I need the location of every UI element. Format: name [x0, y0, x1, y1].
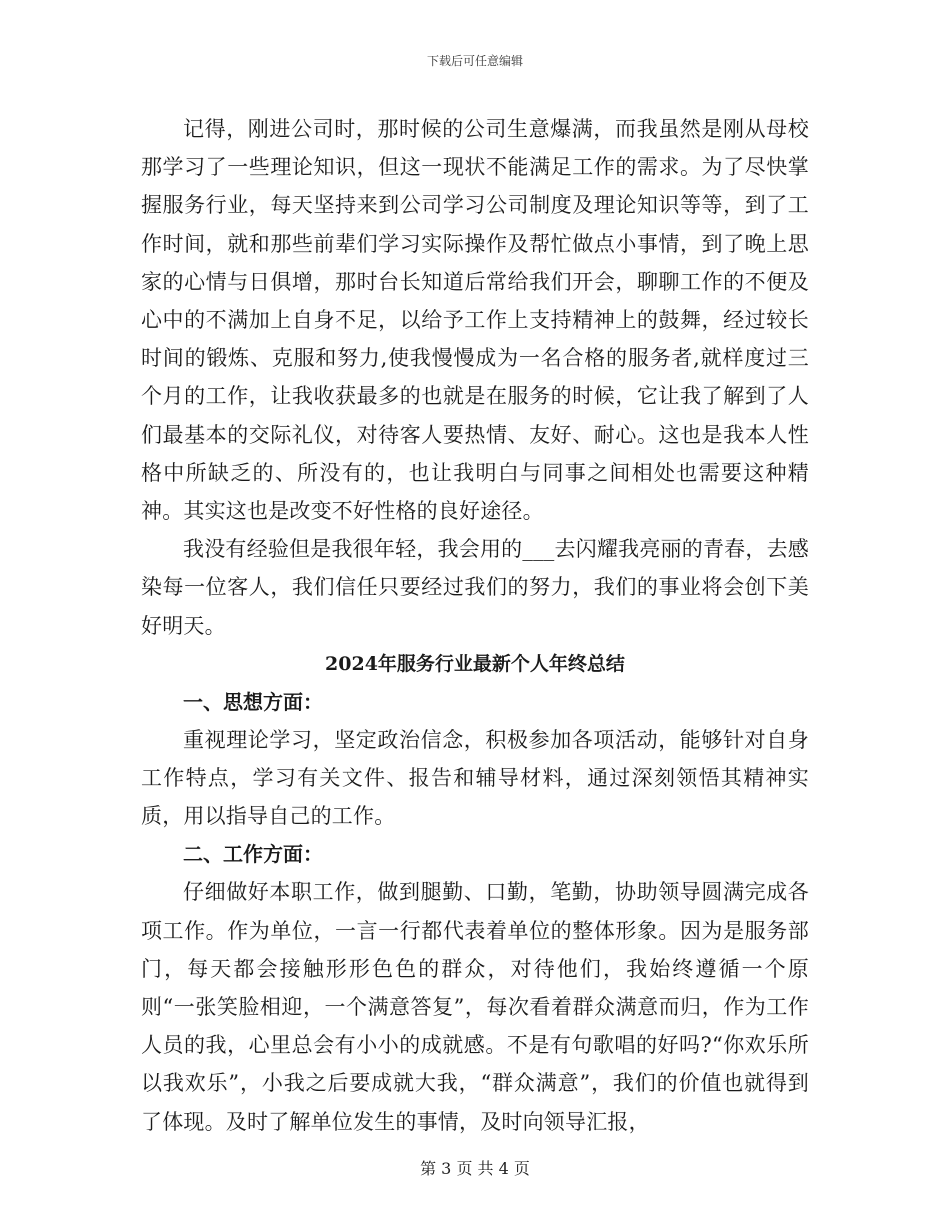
document-body: [141, 110, 809, 1141]
body-paragraph: 记得，刚进公司时，那时候的公司生意爆满，而我虽然是刚从母校那学习了一些理论知识，但这一现状不能满足工作的需求。为了尽快掌握服务行业，每天坚持来到公司学习公司制度及理论知识等等，到了工作时间，就和那些前辈们学习实际操作及帮忙做点小事情，到了晚上思家的心情与日俱增，那时台长知道后常给我们开会，聊聊工作的不便及心中的不满加上自身不足，以给予工作上支持精神上的鼓舞，经过较长时间的锻炼、克服和努力,使我慢慢成为一名合格的服务者,就样度过三个月的工作，让我收获最多的也就是在服务的时候，它让我了解到了人们最基本的交际礼仪，对待客人要热情、友好、耐心。这也是我本人性格中所缺乏的、所没有的，也让我明白与同事之间相处也需要这种精神。其实这也是改变不好性格的良好途径。: [141, 117, 809, 524]
section-paragraph: 重视理论学习，坚定政治信念，积极参加各项活动，能够针对自身工作特点，学习有关文件、报告和辅导材料，通过深刻领悟其精神实质，用以指导自己的工作。: [141, 727, 809, 829]
body-paragraph: 我没有经验但是我很年轻，我会用的___去闪耀我亮丽的青春，去感染每一位客人，我们信任只要经过我们的努力，我们的事业将会创下美好明天。: [141, 537, 809, 638]
page-footer: 第 3 页 共 4 页: [420, 1159, 530, 1178]
page-header: 下载后可任意编辑: [426, 54, 523, 68]
document-title: 2024年服务行业最新个人年终总结: [325, 652, 625, 675]
section-heading: 二、工作方面：: [183, 842, 323, 867]
section-paragraph: 仔细做好本职工作，做到腿勤、口勤，笔勤，协助领导圆满完成各项工作。作为单位，一言一行都代表着单位的整体形象。因为是服务部门，每天都会接触形形色色的群众，对待他们，我始终遵循一个原则“一张笑脸相迎，一个满意答复”，每次看着群众满意而归，作为工作人员的我，心里总会有小小的成就感。不是有句歌唱的好吗?“你欢乐所以我欢乐”，小我之后要成就大我，“群众满意”，我们的价值也就得到了体现。及时了解单位发生的事情，及时向领导汇报，: [141, 880, 809, 1134]
section-heading: 一、思想方面：: [183, 689, 323, 714]
